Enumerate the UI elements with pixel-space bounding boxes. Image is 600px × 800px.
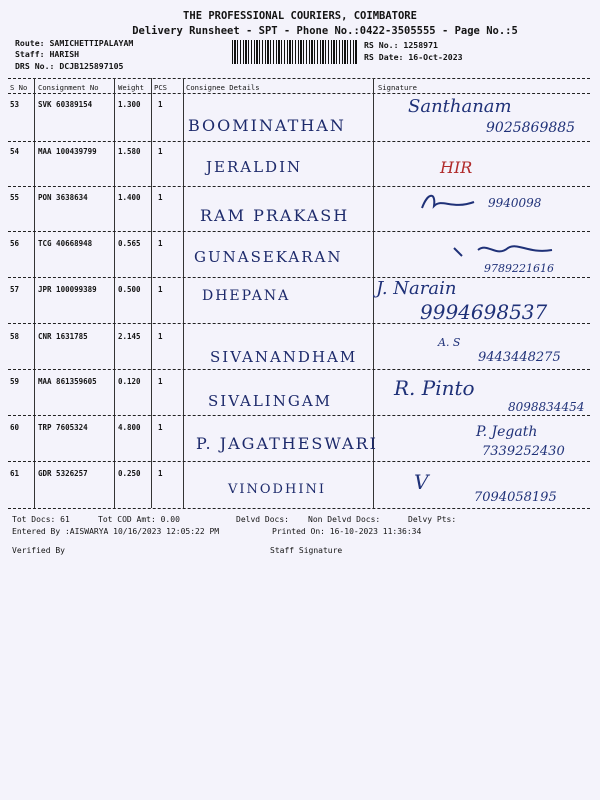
row-rule — [8, 277, 590, 278]
row-pcs: 1 — [158, 423, 163, 432]
row-weight: 1.400 — [118, 193, 141, 202]
drs-label: DRS No.: DCJB125897105 — [15, 61, 124, 71]
row-consignee-name: SIVANANDHAM — [210, 348, 358, 366]
staff-label: Staff: HARISH — [15, 49, 80, 59]
recipient-signature: V — [414, 470, 429, 494]
row-consignee-name: GUNASEKARAN — [194, 248, 343, 266]
recipient-phone: 9025869885 — [486, 120, 576, 136]
row-consignment-no: MAA 861359605 — [38, 377, 97, 386]
column-divider — [151, 78, 152, 508]
row-weight: 0.500 — [118, 285, 141, 294]
row-sno: 55 — [10, 193, 20, 202]
signature-scribble-icon — [418, 188, 478, 218]
row-pcs: 1 — [158, 193, 163, 202]
column-divider — [183, 78, 184, 508]
row-pcs: 1 — [158, 285, 163, 294]
row-consignment-no: GDR 5326257 — [38, 469, 88, 478]
runsheet-table — [8, 78, 598, 510]
recipient-signature: P. Jegath — [476, 424, 538, 440]
recipient-phone: 7094058195 — [474, 490, 557, 505]
column-header-weight: Weight — [118, 83, 144, 92]
row-pcs: 1 — [158, 332, 163, 341]
row-sno: 58 — [10, 332, 20, 341]
column-header-consignment: Consignment No — [38, 83, 99, 92]
row-consignee-name: RAM PRAKASH — [200, 206, 350, 225]
row-consignment-no: JPR 100099389 — [38, 285, 97, 294]
row-rule — [8, 231, 590, 232]
recipient-signature: Santhanam — [408, 96, 512, 117]
recipient-signature: HIR — [440, 158, 473, 177]
rs-number: RS No.: 1258971 — [364, 40, 438, 50]
row-consignment-no: TRP 7605324 — [38, 423, 88, 432]
row-rule — [8, 415, 590, 416]
staff-signature-label: Staff Signature — [270, 546, 343, 555]
delivery-points: Delvy Pts: — [408, 515, 457, 524]
recipient-phone: 9789221616 — [484, 262, 554, 275]
rs-date: RS Date: 16-Oct-2023 — [364, 52, 463, 62]
column-divider — [34, 78, 35, 508]
row-sno: 54 — [10, 147, 20, 156]
document-title: THE PROFESSIONAL COURIERS, COIMBATORE — [183, 10, 417, 22]
recipient-signature: J. Narain — [376, 278, 457, 299]
row-sno: 57 — [10, 285, 20, 294]
row-consignee-name: JERALDIN — [206, 158, 303, 176]
recipient-signature: A. S — [438, 336, 461, 349]
row-weight: 1.580 — [118, 147, 141, 156]
row-consignee-name: VINODHINI — [228, 482, 326, 497]
row-sno: 53 — [10, 100, 20, 109]
row-weight: 0.565 — [118, 239, 141, 248]
barcode-image — [232, 40, 358, 64]
entered-by: Entered By :AISWARYA 10/16/2023 12:05:22 PM — [12, 527, 220, 536]
header-rule — [8, 93, 590, 94]
row-pcs: 1 — [158, 377, 163, 386]
printed-on: Printed On: 16-10-2023 11:36:34 — [272, 527, 422, 536]
row-sno: 60 — [10, 423, 20, 432]
row-rule — [8, 141, 590, 142]
route-label: Route: SAMICHETTIPALAYAM — [15, 38, 134, 48]
row-sno: 59 — [10, 377, 20, 386]
column-header-consignee: Consignee Details — [186, 83, 260, 92]
row-weight: 0.250 — [118, 469, 141, 478]
recipient-signature: R. Pinto — [394, 376, 475, 400]
total-cod-amount: Tot COD Amt: 0.00 — [98, 515, 180, 524]
row-pcs: 1 — [158, 100, 163, 109]
column-divider — [114, 78, 115, 508]
row-rule — [8, 323, 590, 324]
row-pcs: 1 — [158, 239, 163, 248]
row-consignment-no: SVK 60389154 — [38, 100, 93, 109]
recipient-phone: 9443448275 — [478, 350, 561, 365]
recipient-phone: 8098834454 — [508, 400, 585, 414]
column-header-pcs: PCS — [154, 83, 167, 92]
column-header-sno: S No — [10, 83, 28, 92]
delivered-docs: Delvd Docs: — [236, 515, 289, 524]
row-weight: 1.300 — [118, 100, 141, 109]
recipient-phone: 9940098 — [488, 196, 542, 210]
row-rule — [8, 369, 590, 370]
row-pcs: 1 — [158, 147, 163, 156]
row-rule — [8, 461, 590, 462]
recipient-phone: 7339252430 — [482, 444, 565, 459]
row-consignment-no: PON 3638634 — [38, 193, 88, 202]
recipient-phone: 9994698537 — [420, 300, 548, 324]
row-consignee-name: DHEPANA — [202, 288, 291, 304]
row-weight: 0.120 — [118, 377, 141, 386]
row-consignment-no: MAA 100439799 — [38, 147, 97, 156]
row-consignment-no: CNR 1631785 — [38, 332, 88, 341]
verified-by-label: Verified By — [12, 546, 65, 555]
row-rule — [8, 186, 590, 187]
row-pcs: 1 — [158, 469, 163, 478]
document-subtitle: Delivery Runsheet - SPT - Phone No.:0422-3505555 - Page No.:5 — [132, 25, 518, 37]
row-consignee-name: P. JAGATHESWARI — [196, 434, 378, 453]
table-bottom-rule — [8, 508, 590, 509]
table-top-rule — [8, 78, 590, 79]
row-sno: 61 — [10, 469, 20, 478]
signature-scribble-icon — [448, 240, 558, 262]
non-delivered-docs: Non Delvd Docs: — [308, 515, 381, 524]
row-weight: 2.145 — [118, 332, 141, 341]
row-consignee-name: SIVALINGAM — [208, 392, 333, 410]
row-consignment-no: TCG 40668948 — [38, 239, 93, 248]
row-sno: 56 — [10, 239, 20, 248]
column-header-signature: Signature — [378, 83, 417, 92]
row-consignee-name: BOOMINATHAN — [188, 116, 346, 135]
total-docs: Tot Docs: 61 — [12, 515, 70, 524]
row-weight: 4.800 — [118, 423, 141, 432]
